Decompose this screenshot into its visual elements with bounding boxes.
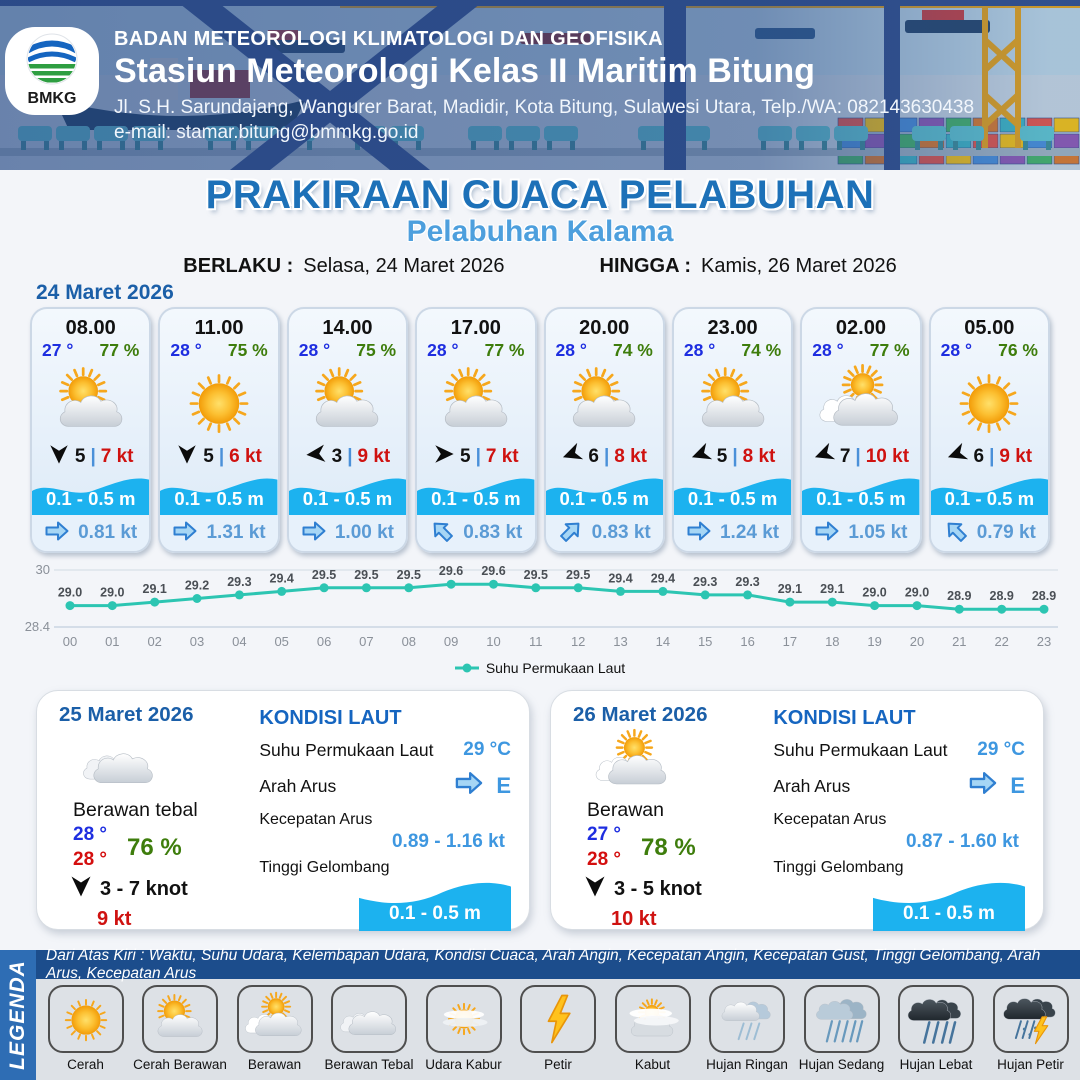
wind-direction-icon	[690, 443, 712, 471]
wind-direction-icon	[813, 443, 835, 471]
current-direction-icon	[968, 770, 998, 802]
current-row	[674, 515, 791, 551]
legend-item	[797, 985, 887, 1072]
svg-text:29.0: 29.0	[57, 585, 83, 600]
chart-legend	[0, 658, 1080, 678]
legend-item	[608, 985, 698, 1072]
wind-speed: 5	[459, 446, 471, 467]
current-speed-range: 0.87 - 1.60 kt	[905, 831, 1019, 852]
forecast-time: 11.00	[194, 317, 244, 339]
current-direction: E	[1010, 773, 1025, 798]
humidity: 77 %	[869, 340, 910, 360]
wave-height: 0.1 - 0.5 m	[944, 488, 1035, 509]
current-direction-icon	[558, 520, 584, 547]
legend-label: Berawan Tebal	[324, 1057, 414, 1072]
current-direction-icon	[301, 520, 327, 547]
wave-height: 0.1 - 0.5 m	[389, 903, 481, 924]
current-direction-icon	[172, 520, 198, 547]
svg-text:29.6: 29.6	[438, 564, 464, 579]
legend-ribbon	[0, 950, 36, 1080]
wave-height-band	[32, 474, 149, 515]
weather-cerah-berawan-icon	[546, 362, 663, 442]
wave-height: 0.1 - 0.5 m	[559, 488, 649, 509]
wave-height: 0.1 - 0.5 m	[816, 488, 906, 509]
separator: |	[475, 446, 481, 467]
wind-row	[160, 442, 277, 472]
daily-temp-min: 28 °	[73, 824, 108, 845]
wind-direction-icon	[48, 443, 70, 471]
wave-height-band	[546, 474, 663, 515]
weather-cerah-icon	[931, 362, 1048, 442]
air-temperature: 27 °	[42, 340, 74, 360]
forecast-card	[158, 307, 279, 553]
wave-height: 0.1 - 0.5 m	[45, 488, 136, 509]
valid-from-date: Selasa, 24 Maret 2026	[303, 254, 505, 277]
svg-text:28.9: 28.9	[1031, 589, 1057, 604]
svg-text:23: 23	[1036, 634, 1052, 649]
svg-text:29.3: 29.3	[735, 574, 760, 589]
daily-humidity: 76 %	[127, 833, 182, 861]
legend-label: Petir	[544, 1057, 572, 1072]
gust-speed: 7 kt	[100, 446, 134, 467]
gust-speed: 7 kt	[485, 446, 519, 467]
daily-gust: 9 kt	[97, 908, 132, 931]
svg-text:14: 14	[655, 634, 671, 649]
svg-text:29.0: 29.0	[100, 585, 125, 600]
svg-text:29.1: 29.1	[142, 582, 167, 597]
current-direction-icon	[429, 520, 455, 547]
wave-height: 0.1 - 0.5 m	[174, 488, 264, 509]
sea-surface-temp: 29 °C	[463, 739, 511, 760]
valid-to-label: HINGGA :	[599, 254, 692, 277]
svg-text:29.5: 29.5	[396, 567, 421, 582]
wind-direction-icon	[583, 874, 607, 904]
svg-text:03: 03	[189, 634, 205, 649]
wind-speed: 6	[973, 446, 985, 467]
legend-item	[702, 985, 792, 1072]
sea-conditions-heading: KONDISI LAUT	[773, 707, 916, 729]
weather-berawan-tebal-icon	[59, 727, 179, 799]
legend-ribbon-text: LEGENDA	[6, 960, 29, 1070]
svg-text:06: 06	[316, 634, 332, 649]
wind-direction-icon	[176, 443, 198, 471]
wind-direction-icon	[561, 443, 583, 471]
weather-berawan-icon	[573, 727, 693, 799]
current-speed-range: 0.89 - 1.16 kt	[391, 831, 505, 852]
svg-text:29.0: 29.0	[904, 585, 930, 600]
daily-condition: Berawan tebal	[73, 799, 198, 821]
wind-speed: 7	[839, 446, 851, 467]
separator: |	[855, 446, 861, 467]
current-direction-icon	[454, 770, 484, 802]
legend-label: Kabut	[634, 1057, 671, 1072]
svg-text:10: 10	[486, 634, 501, 649]
current-row	[417, 515, 534, 551]
svg-text:18: 18	[825, 634, 840, 649]
legend-hujan-petir-icon	[993, 985, 1069, 1053]
station-address: Jl. S.H. Sarundajang, Wangurer Barat, Madidir, Kota Bitung, Sulawesi Utara, Telp./WA: 082143630438	[114, 97, 975, 118]
svg-text:08: 08	[401, 634, 417, 649]
legend-label: Hujan Lebat	[899, 1057, 973, 1072]
current-direction-icon	[943, 520, 969, 547]
legend-berawan-icon	[237, 985, 313, 1053]
separator: |	[90, 446, 96, 467]
current-speed: 0.79 kt	[976, 522, 1036, 543]
svg-text:09: 09	[443, 634, 459, 649]
wave-height: 0.1 - 0.5 m	[431, 488, 521, 509]
wind-row	[674, 442, 791, 472]
weather-berawan-icon	[802, 362, 919, 442]
svg-text:29.3: 29.3	[227, 574, 252, 589]
current-speed: 1.31 kt	[206, 522, 266, 543]
valid-from-label: BERLAKU :	[183, 254, 294, 277]
current-speed: 0.83 kt	[591, 522, 651, 543]
legend-item	[41, 985, 131, 1072]
weather-cerah-icon	[160, 362, 277, 442]
gust-speed: 10 kt	[865, 446, 910, 467]
current-speed: 1.05 kt	[848, 522, 908, 543]
current-speed: 0.81 kt	[78, 522, 138, 543]
svg-text:12: 12	[570, 634, 586, 649]
chart-legend-marker	[455, 663, 479, 673]
svg-text:29.1: 29.1	[820, 582, 845, 597]
separator: |	[989, 446, 995, 467]
forecast-card	[287, 307, 408, 553]
legend-udara-kabur-icon	[426, 985, 502, 1053]
daily-temp-max: 28 °	[73, 848, 108, 870]
humidity: 77 %	[99, 340, 140, 360]
air-temperature: 28 °	[170, 340, 202, 360]
separator: |	[603, 446, 610, 467]
current-direction-label: Arah Arus	[773, 775, 851, 796]
legend-label: Cerah Berawan	[133, 1057, 227, 1072]
forecast-time: 05.00	[964, 317, 1015, 339]
daily-condition: Berawan	[587, 799, 664, 821]
daily-wind-range: 3 - 5 knot	[614, 877, 702, 900]
legend-cerah-berawan-icon	[142, 985, 218, 1053]
daily-cards	[36, 690, 1044, 930]
current-speed-label: Kecepatan Arus	[773, 811, 887, 828]
humidity: 75 %	[356, 340, 397, 360]
legend-section	[0, 946, 1080, 1080]
daily-temp-min: 27 °	[587, 824, 622, 845]
svg-text:04: 04	[232, 634, 247, 649]
svg-text:15: 15	[697, 634, 713, 649]
wave-height-band	[289, 474, 406, 515]
gust-speed: 9 kt	[999, 446, 1033, 467]
svg-text:29.5: 29.5	[311, 567, 337, 582]
air-temperature: 28 °	[427, 340, 459, 360]
sea-surface-temp: 29 °C	[977, 739, 1025, 760]
daily-wind-range: 3 - 7 knot	[100, 877, 188, 900]
sst-chart	[18, 557, 1062, 653]
current-row	[289, 515, 406, 551]
svg-text:07: 07	[359, 634, 374, 649]
current-speed: 1.00 kt	[334, 522, 395, 543]
svg-text:01: 01	[105, 634, 120, 649]
wave-height-box	[873, 879, 1025, 931]
wind-row	[802, 442, 919, 472]
separator: |	[732, 446, 738, 467]
svg-text:02: 02	[147, 634, 162, 649]
legend-berawan-tebal-icon	[331, 985, 407, 1053]
forecast-card	[929, 307, 1050, 553]
svg-text:29.6: 29.6	[481, 564, 506, 579]
legend-label: Udara Kabur	[425, 1057, 502, 1072]
port-name: Pelabuhan Kalama	[406, 215, 674, 248]
separator: |	[347, 446, 353, 467]
wave-height: 0.1 - 0.5 m	[903, 903, 995, 924]
bmkg-logo-text: BMKG	[27, 90, 77, 107]
current-row	[931, 515, 1048, 551]
current-direction-icon	[44, 520, 70, 547]
svg-text:05: 05	[274, 634, 289, 649]
humidity: 77 %	[484, 340, 525, 360]
wave-height-band	[674, 474, 791, 515]
legend-item	[135, 985, 225, 1072]
weather-cerah-berawan-icon	[674, 362, 791, 442]
current-row	[160, 515, 277, 551]
gust-speed: 9 kt	[357, 446, 391, 467]
forecast-time: 20.00	[579, 317, 630, 339]
svg-text:29.5: 29.5	[566, 567, 591, 582]
daily-date: 26 Maret 2026	[573, 703, 708, 726]
forecast-time: 02.00	[835, 317, 886, 339]
humidity: 75 %	[227, 340, 268, 360]
separator: |	[218, 446, 225, 467]
humidity: 74 %	[612, 340, 653, 360]
svg-text:20: 20	[909, 634, 925, 649]
legend-item	[513, 985, 603, 1072]
daily-temp-max: 28 °	[587, 848, 622, 870]
wind-speed: 3	[331, 446, 343, 467]
legend-item	[986, 985, 1076, 1072]
forecast-card	[30, 307, 151, 553]
legend-item	[891, 985, 981, 1072]
weather-cerah-berawan-icon	[417, 362, 534, 442]
svg-text:29.4: 29.4	[608, 571, 633, 586]
air-temperature: 28 °	[812, 340, 844, 360]
wave-height-box	[359, 879, 511, 931]
legend-hujan-ringan-icon	[709, 985, 785, 1053]
svg-text:29.4: 29.4	[269, 571, 294, 586]
current-direction: E	[496, 773, 511, 798]
current-row	[32, 515, 149, 551]
daily-gust: 10 kt	[611, 908, 657, 931]
svg-text:29.5: 29.5	[523, 567, 548, 582]
wave-height-band	[802, 474, 919, 515]
bmkg-logo	[5, 27, 99, 115]
current-direction-label: Arah Arus	[259, 775, 337, 796]
weather-cerah-berawan-icon	[289, 362, 406, 442]
current-speed: 1.24 kt	[719, 522, 780, 543]
header-banner	[0, 0, 1080, 170]
svg-text:00: 00	[62, 634, 78, 649]
forecast-date-label: 24 Maret 2026	[36, 281, 174, 304]
wave-height: 0.1 - 0.5 m	[302, 488, 393, 509]
wind-direction-icon	[69, 874, 93, 904]
humidity: 76 %	[998, 340, 1038, 360]
legend-item	[419, 985, 509, 1072]
wind-speed: 5	[716, 446, 728, 467]
current-row	[802, 515, 919, 551]
station-name: Stasiun Meteorologi Kelas II Maritim Bitung	[114, 52, 815, 90]
gust-speed: 8 kt	[614, 446, 648, 467]
sst-label: Suhu Permukaan Laut	[773, 739, 948, 760]
legend-item	[230, 985, 320, 1072]
svg-text:21: 21	[952, 634, 967, 649]
wind-direction-icon	[433, 443, 455, 471]
legend-hujan-lebat-icon	[898, 985, 974, 1053]
forecast-time: 14.00	[322, 317, 373, 339]
forecast-time: 23.00	[707, 317, 758, 339]
current-direction-icon	[686, 520, 712, 547]
forecast-card	[415, 307, 536, 553]
forecast-card	[672, 307, 793, 553]
gust-speed: 6 kt	[229, 446, 262, 467]
legend-hujan-sedang-icon	[804, 985, 880, 1053]
svg-text:19: 19	[867, 634, 882, 649]
validity-row	[0, 253, 1080, 279]
sst-label: Suhu Permukaan Laut	[259, 739, 434, 760]
legend-item	[324, 985, 414, 1072]
wave-height-band	[931, 474, 1048, 515]
wave-height: 0.1 - 0.5 m	[687, 488, 778, 509]
svg-text:16: 16	[740, 634, 755, 649]
svg-text:30: 30	[35, 562, 50, 577]
air-temperature: 28 °	[555, 340, 587, 360]
sst-chart-wrap	[18, 557, 1062, 658]
wind-speed: 6	[588, 446, 599, 467]
wind-row	[289, 442, 406, 472]
svg-text:29.0: 29.0	[862, 585, 887, 600]
daily-card	[36, 690, 530, 930]
air-temperature: 28 °	[298, 340, 331, 360]
forecast-card	[800, 307, 921, 553]
wave-height-label: Tinggi Gelombang	[773, 859, 904, 876]
svg-text:28.9: 28.9	[989, 589, 1014, 604]
svg-text:29.3: 29.3	[693, 574, 718, 589]
legend-label: Berawan	[247, 1057, 302, 1072]
hourly-cards	[30, 307, 1050, 553]
forecast-time: 17.00	[450, 317, 501, 339]
forecast-time: 08.00	[65, 317, 116, 339]
wind-row	[417, 442, 534, 472]
current-speed: 0.83 kt	[463, 522, 523, 543]
svg-text:17: 17	[782, 634, 798, 649]
wind-row	[546, 442, 663, 472]
gust-speed: 8 kt	[742, 446, 776, 467]
wind-direction-icon	[305, 443, 327, 471]
valid-to-date: Kamis, 26 Maret 2026	[701, 254, 897, 277]
legend-kabut-icon	[615, 985, 691, 1053]
wind-row	[931, 442, 1048, 472]
svg-text:29.5: 29.5	[354, 567, 379, 582]
current-speed-label: Kecepatan Arus	[259, 811, 373, 828]
forecast-card	[544, 307, 665, 553]
wave-height-label: Tinggi Gelombang	[259, 859, 390, 876]
humidity: 74 %	[741, 340, 782, 360]
wind-speed: 5	[203, 446, 214, 467]
daily-card	[550, 690, 1044, 930]
legend-note: Dari Atas Kiri : Waktu, Suhu Udara, Kelembapan Udara, Kondisi Cuaca, Arah Angin, Kecepatan Angin, Kecepatan Gust, Tinggi Gelombang, Arah Arus, Kecepatan Arus	[36, 950, 1080, 979]
air-temperature: 28 °	[940, 340, 972, 360]
legend-petir-icon	[520, 985, 596, 1053]
wind-row	[32, 442, 149, 472]
wind-direction-icon	[946, 443, 968, 471]
legend-label: Cerah	[67, 1057, 104, 1072]
svg-text:28.9: 28.9	[947, 589, 972, 604]
svg-text:29.1: 29.1	[777, 582, 803, 597]
page-title: PRAKIRAAN CUACA PELABUHAN	[205, 173, 875, 217]
svg-text:11: 11	[529, 634, 543, 649]
wave-height-band	[160, 474, 277, 515]
legend-cerah-icon	[48, 985, 124, 1053]
svg-text:29.4: 29.4	[650, 571, 676, 586]
chart-legend-label: Suhu Permukaan Laut	[485, 660, 626, 676]
daily-humidity: 78 %	[641, 833, 696, 861]
current-row	[546, 515, 663, 551]
legend-items	[36, 979, 1080, 1080]
weather-cerah-berawan-icon	[32, 362, 149, 442]
svg-text:22: 22	[994, 634, 1009, 649]
air-temperature: 28 °	[683, 340, 716, 360]
legend-label: Hujan Sedang	[798, 1057, 885, 1072]
svg-text:29.2: 29.2	[184, 578, 210, 593]
wave-height-band	[417, 474, 534, 515]
legend-label: Hujan Petir	[997, 1057, 1064, 1072]
sea-conditions-heading: KONDISI LAUT	[259, 707, 402, 729]
daily-date: 25 Maret 2026	[59, 703, 194, 726]
svg-text:28.4: 28.4	[24, 619, 50, 634]
svg-text:13: 13	[613, 634, 628, 649]
legend-label: Hujan Ringan	[706, 1057, 788, 1072]
station-email: e-mail: stamar.bitung@bmmkg.go.id	[114, 122, 419, 143]
wind-speed: 5	[74, 446, 86, 467]
org-name: BADAN METEOROLOGI KLIMATOLOGI DAN GEOFISIKA	[114, 28, 663, 50]
current-direction-icon	[814, 520, 840, 547]
